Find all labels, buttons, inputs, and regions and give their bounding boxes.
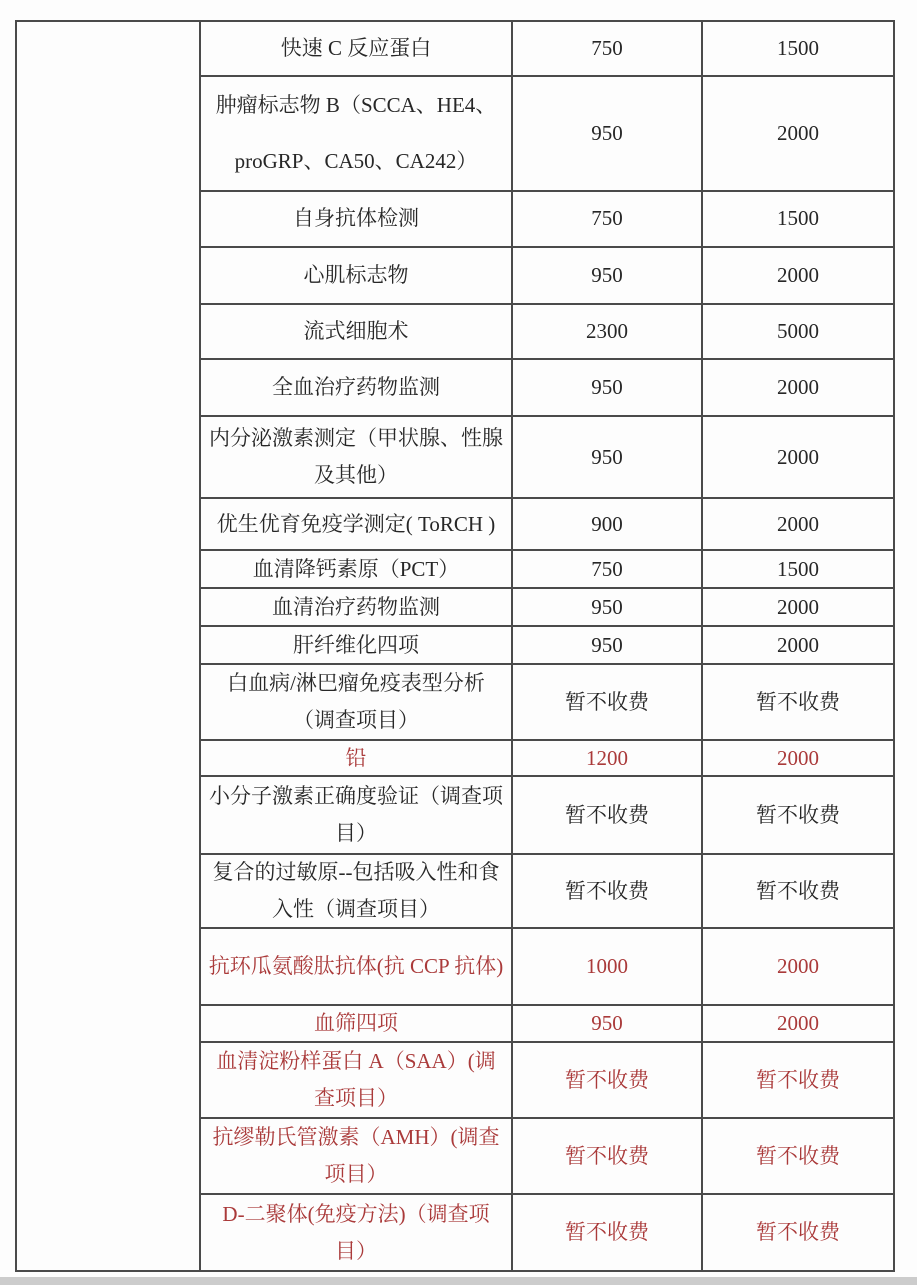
price-cell-2: 2000 (777, 1011, 819, 1036)
price-cell-2: 1500 (777, 206, 819, 231)
test-name-cell: 优生优育免疫学测定( ToRCH ) (201, 499, 513, 549)
test-name-cell: 抗缪勒氏管激素（AMH）(调查项目） (201, 1119, 513, 1193)
price-cell-1: 950 (513, 248, 703, 303)
table-row (201, 305, 893, 360)
category-column-cell (17, 22, 201, 1270)
price-cell-1: 750 (513, 192, 703, 246)
test-name-cell: 全血治疗药物监测 (201, 360, 513, 416)
price-cell-1: 暂不收费 (513, 777, 703, 853)
test-name-cell: 小分子激素正确度验证（调查项目） (201, 777, 513, 853)
price-cell-1: 950 (513, 1006, 703, 1041)
price-cell-1: 暂不收费 (513, 855, 703, 927)
table-rows (201, 22, 893, 1270)
price-cell-2: 暂不收费 (756, 1067, 840, 1092)
price-cell-1: 950 (513, 417, 703, 497)
price-table (15, 20, 895, 1272)
price-cell-2: 2000 (777, 745, 819, 770)
price-cell-1: 750 (513, 22, 703, 75)
table-row (201, 417, 893, 499)
test-name-cell: 复合的过敏原--包括吸入性和食入性（调查项目） (201, 855, 513, 927)
test-name-cell: 血清降钙素原（PCT） (201, 551, 513, 587)
price-cell-2: 暂不收费 (756, 802, 840, 827)
price-cell-2: 2000 (777, 444, 819, 469)
test-name-cell: 内分泌激素测定（甲状腺、性腺及其他） (201, 417, 513, 497)
price-cell-1: 暂不收费 (513, 1119, 703, 1193)
price-cell-1: 950 (513, 627, 703, 663)
price-cell-2: 2000 (777, 594, 819, 619)
table-row (201, 360, 893, 418)
test-name-cell: 自身抗体检测 (201, 192, 513, 246)
test-name-cell: 白血病/淋巴瘤免疫表型分析（调查项目） (201, 665, 513, 739)
table-row (201, 589, 893, 627)
price-cell-1: 750 (513, 551, 703, 587)
test-name-cell: 血清治疗药物监测 (201, 589, 513, 625)
table-row (201, 77, 893, 192)
test-name-cell: 铅 (201, 741, 513, 775)
table-row (201, 22, 893, 77)
price-cell-1: 950 (513, 589, 703, 625)
table-row (201, 627, 893, 665)
price-cell-2: 暂不收费 (756, 689, 840, 714)
table-row (201, 1119, 893, 1195)
test-name-cell: 肿瘤标志物 B（SCCA、HE4、proGRP、CA50、CA242） (201, 77, 513, 190)
table-row (201, 499, 893, 551)
test-name-cell: D-二聚体(免疫方法)（调查项目） (201, 1195, 513, 1270)
price-cell-2: 5000 (777, 318, 819, 343)
price-cell-1: 暂不收费 (513, 1043, 703, 1117)
price-cell-2: 暂不收费 (756, 1143, 840, 1168)
price-cell-2: 2000 (777, 262, 819, 287)
price-cell-1: 1200 (513, 741, 703, 775)
price-cell-1: 1000 (513, 929, 703, 1004)
price-cell-2: 2000 (777, 954, 819, 979)
table-row (201, 551, 893, 589)
test-name-cell: 抗环瓜氨酸肽抗体(抗 CCP 抗体) (201, 929, 513, 1004)
price-cell-2: 暂不收费 (756, 878, 840, 903)
price-cell-2: 2000 (777, 511, 819, 536)
bottom-page-edge (0, 1277, 917, 1285)
table-row (201, 192, 893, 248)
test-name-cell: 肝纤维化四项 (201, 627, 513, 663)
table-row (201, 665, 893, 741)
table-row (201, 1006, 893, 1043)
price-cell-2: 2000 (777, 120, 819, 145)
price-cell-1: 950 (513, 360, 703, 416)
table-row (201, 929, 893, 1006)
price-cell-1: 950 (513, 77, 703, 190)
table-row (201, 1195, 893, 1270)
price-cell-2: 2000 (777, 374, 819, 399)
test-name-cell: 快速 C 反应蛋白 (201, 22, 513, 75)
table-row (201, 777, 893, 855)
table-row (201, 741, 893, 777)
test-name-cell: 流式细胞术 (201, 305, 513, 358)
price-cell-1: 900 (513, 499, 703, 549)
table-row (201, 248, 893, 305)
test-name-cell: 血筛四项 (201, 1006, 513, 1041)
table-row (201, 855, 893, 929)
table-row (201, 1043, 893, 1119)
price-cell-1: 暂不收费 (513, 1195, 703, 1270)
test-name-cell: 心肌标志物 (201, 248, 513, 303)
test-name-cell: 血清淀粉样蛋白 A（SAA）(调查项目） (201, 1043, 513, 1117)
price-cell-2: 1500 (777, 556, 819, 581)
price-cell-2: 暂不收费 (756, 1220, 840, 1245)
price-cell-2: 2000 (777, 632, 819, 657)
price-cell-1: 2300 (513, 305, 703, 358)
price-cell-2: 1500 (777, 35, 819, 60)
price-cell-1: 暂不收费 (513, 665, 703, 739)
